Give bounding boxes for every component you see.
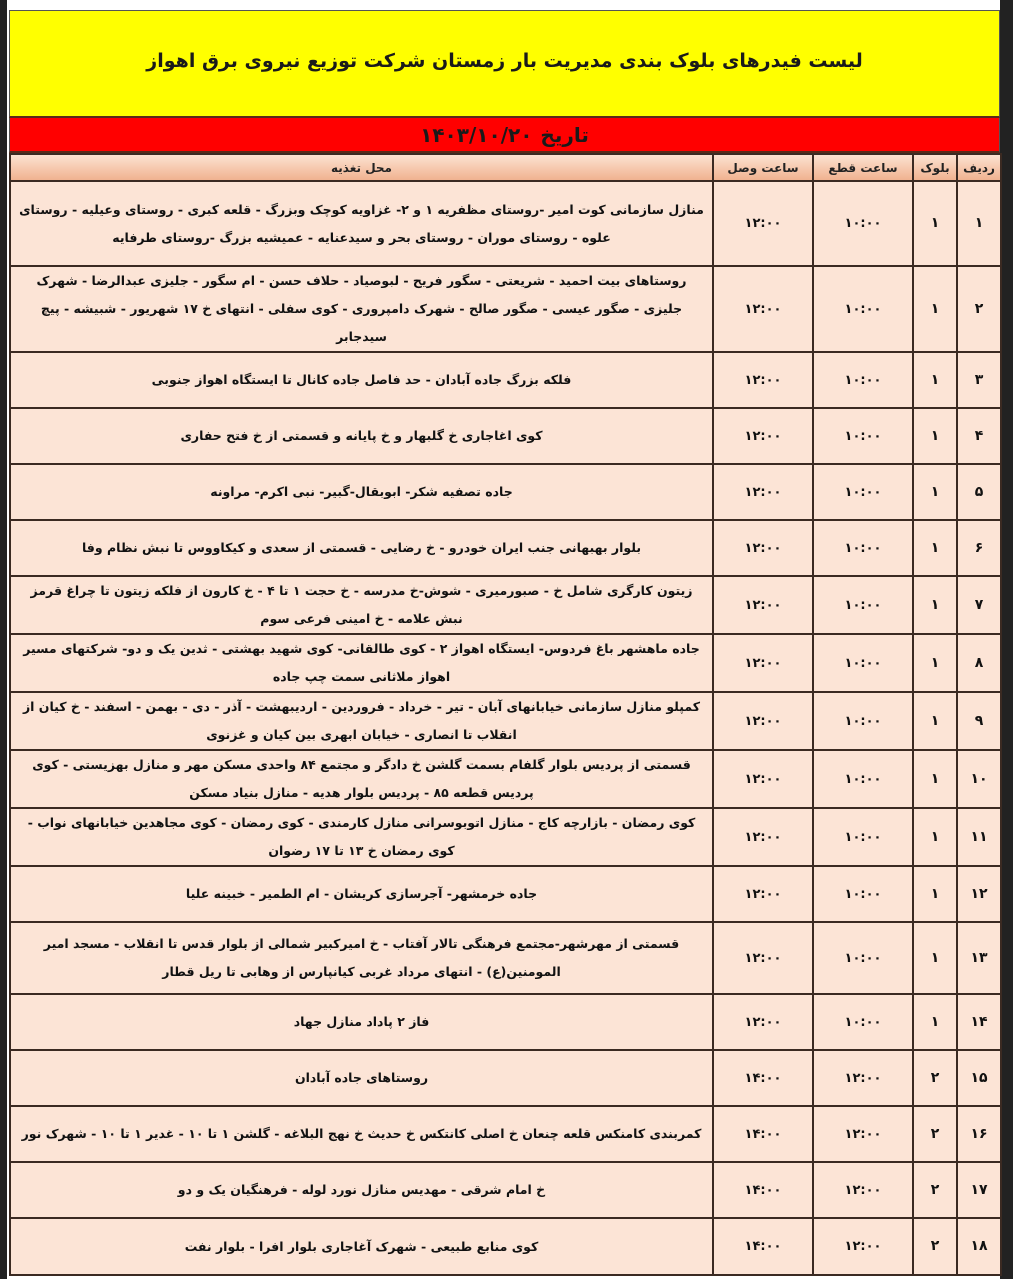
row-number-cell: ۱۷ <box>957 1162 1001 1218</box>
table-row <box>10 1162 1001 1218</box>
cut-time-cell: ۱۰:۰۰ <box>813 866 913 922</box>
left-screen-edge <box>0 0 7 1279</box>
connect-time-cell: ۱۴:۰۰ <box>713 1162 813 1218</box>
location-cell: فلکه بزرگ جاده آبادان - حد فاصل جاده کانال تا ایستگاه اهواز جنوبی <box>10 352 713 408</box>
table-row <box>10 266 1001 352</box>
table-row <box>10 808 1001 866</box>
header-row-number: ردیف <box>957 154 1001 181</box>
row-number-cell: ۱۴ <box>957 994 1001 1050</box>
block-cell: ۱ <box>913 692 957 750</box>
connect-time-cell: ۱۲:۰۰ <box>713 181 813 266</box>
table-row <box>10 634 1001 692</box>
header-location: محل تغذیه <box>10 154 713 181</box>
location-cell: قسمتی از مهرشهر-مجتمع فرهنگی تالار آفتاب - خ امیرکبیر شمالی از بلوار قدس تا انقلاب - مسجد امیر المومنین(ع) - انتهای مرداد غربی کیانپارس از وهابی تا ریل قطار <box>10 922 713 994</box>
connect-time-cell: ۱۲:۰۰ <box>713 692 813 750</box>
location-cell: منازل سازمانی کوت امیر -روستای مظفریه ۱ و ۲- غزاویه کوچک وبزرگ - قلعه کبری - روستای وعیلیه - روستای علوه - روستای موران - روستای بحر و سیدعنایه - عمیشیه بزرگ -روستای طرفایه <box>10 181 713 266</box>
table-row <box>10 1050 1001 1106</box>
row-number-cell: ۶ <box>957 520 1001 576</box>
location-cell: روستاهای بیت احمید - شریعتی - سگور فریح - لبوصیاد - حلاف حسن - ام سگور - جلیزی عبدالرضا - شهرک جلیزی - صگور عیسی - صگور صالح - شهرک دامپروری - کوی سفلی - انتهای خ ۱۷ شهریور - شبیشه - پیچ سیدجابر <box>10 266 713 352</box>
block-cell: ۲ <box>913 1162 957 1218</box>
connect-time-cell: ۱۲:۰۰ <box>713 994 813 1050</box>
block-cell: ۲ <box>913 1050 957 1106</box>
connect-time-cell: ۱۲:۰۰ <box>713 352 813 408</box>
row-number-cell: ۱۲ <box>957 866 1001 922</box>
table-row <box>10 1106 1001 1162</box>
feeder-table <box>9 153 1002 1276</box>
row-number-cell: ۱۶ <box>957 1106 1001 1162</box>
connect-time-cell: ۱۲:۰۰ <box>713 266 813 352</box>
date-banner <box>9 118 1000 153</box>
connect-time-cell: ۱۲:۰۰ <box>713 634 813 692</box>
table-header-row <box>10 154 1001 181</box>
row-number-cell: ۹ <box>957 692 1001 750</box>
connect-time-cell: ۱۲:۰۰ <box>713 520 813 576</box>
connect-time-cell: ۱۲:۰۰ <box>713 808 813 866</box>
location-cell: خ امام شرقی - مهدیس منازل نورد لوله - فرهنگیان یک و دو <box>10 1162 713 1218</box>
location-cell: کوی رمضان - بازارچه کاج - منازل اتوبوسرانی منازل کارمندی - کوی رمضان - کوی مجاهدین خیابانهای نواب - کوی رمضان خ ۱۳ تا ۱۷ رضوان <box>10 808 713 866</box>
table-row <box>10 408 1001 464</box>
block-cell: ۱ <box>913 634 957 692</box>
table-row <box>10 994 1001 1050</box>
cut-time-cell: ۱۲:۰۰ <box>813 1162 913 1218</box>
table-row <box>10 352 1001 408</box>
location-cell: جاده ماهشهر باغ فردوس- ایستگاه اهواز ۲ - کوی طالقانی- کوی شهید بهشتی - ثدین یک و دو- شرکتهای مسیر اهواز ملاثانی سمت چپ جاده <box>10 634 713 692</box>
cut-time-cell: ۱۰:۰۰ <box>813 408 913 464</box>
cut-time-cell: ۱۰:۰۰ <box>813 634 913 692</box>
row-number-cell: ۱۱ <box>957 808 1001 866</box>
connect-time-cell: ۱۲:۰۰ <box>713 464 813 520</box>
connect-time-cell: ۱۲:۰۰ <box>713 866 813 922</box>
block-cell: ۱ <box>913 520 957 576</box>
location-cell: روستاهای جاده آبادان <box>10 1050 713 1106</box>
row-number-cell: ۱ <box>957 181 1001 266</box>
row-number-cell: ۸ <box>957 634 1001 692</box>
header-cut-time: ساعت قطع <box>813 154 913 181</box>
block-cell: ۱ <box>913 994 957 1050</box>
block-cell: ۲ <box>913 1218 957 1275</box>
table-row <box>10 922 1001 994</box>
cut-time-cell: ۱۲:۰۰ <box>813 1106 913 1162</box>
table-row <box>10 1218 1001 1275</box>
row-number-cell: ۱۸ <box>957 1218 1001 1275</box>
cut-time-cell: ۱۰:۰۰ <box>813 464 913 520</box>
header-block: بلوک <box>913 154 957 181</box>
cut-time-cell: ۱۰:۰۰ <box>813 994 913 1050</box>
location-cell: کمپلو منازل سازمانی خیابانهای آبان - تیر - خرداد - فروردین - اردیبهشت - آذر - دی - بهمن - اسفند - خ کیان از انقلاب تا انصاری - خیابان ابهری بین کیان و غزنوی <box>10 692 713 750</box>
cut-time-cell: ۱۰:۰۰ <box>813 181 913 266</box>
cut-time-cell: ۱۰:۰۰ <box>813 520 913 576</box>
connect-time-cell: ۱۲:۰۰ <box>713 750 813 808</box>
location-cell: کوی منابع طبیعی - شهرک آغاجاری بلوار افرا - بلوار نفت <box>10 1218 713 1275</box>
connect-time-cell: ۱۴:۰۰ <box>713 1050 813 1106</box>
connect-time-cell: ۱۴:۰۰ <box>713 1106 813 1162</box>
date-label: تاریخ <box>540 122 589 147</box>
title-banner <box>9 10 1000 118</box>
row-number-cell: ۳ <box>957 352 1001 408</box>
location-cell: جاده خرمشهر- آجرسازی کریشان - ام الطمیر - خبینه علیا <box>10 866 713 922</box>
block-cell: ۱ <box>913 408 957 464</box>
location-cell: فاز ۲ پاداد منازل جهاد <box>10 994 713 1050</box>
page-title: لیست فیدرهای بلوک بندی مدیریت بار زمستان شرکت توزیع نیروی برق اهواز <box>146 49 863 72</box>
connect-time-cell: ۱۲:۰۰ <box>713 408 813 464</box>
block-cell: ۲ <box>913 1106 957 1162</box>
row-number-cell: ۲ <box>957 266 1001 352</box>
block-cell: ۱ <box>913 181 957 266</box>
block-cell: ۱ <box>913 866 957 922</box>
row-number-cell: ۱۰ <box>957 750 1001 808</box>
location-cell: کوی اغاجاری خ گلبهار و خ پایانه و قسمتی از خ فتح حفاری <box>10 408 713 464</box>
cut-time-cell: ۱۰:۰۰ <box>813 922 913 994</box>
block-cell: ۱ <box>913 808 957 866</box>
row-number-cell: ۴ <box>957 408 1001 464</box>
table-row <box>10 692 1001 750</box>
header-connect-time: ساعت وصل <box>713 154 813 181</box>
connect-time-cell: ۱۲:۰۰ <box>713 922 813 994</box>
block-cell: ۱ <box>913 464 957 520</box>
cut-time-cell: ۱۲:۰۰ <box>813 1050 913 1106</box>
table-row <box>10 750 1001 808</box>
location-cell: جاده تصفیه شکر- ابوبقال-گبیر- نبی اکرم- مراونه <box>10 464 713 520</box>
connect-time-cell: ۱۲:۰۰ <box>713 576 813 634</box>
location-cell: بلوار بهبهانی جنب ایران خودرو - خ رضایی - قسمتی از سعدی و کیکاووس تا نبش نظام وفا <box>10 520 713 576</box>
cut-time-cell: ۱۰:۰۰ <box>813 692 913 750</box>
connect-time-cell: ۱۴:۰۰ <box>713 1218 813 1275</box>
table-row <box>10 866 1001 922</box>
block-cell: ۱ <box>913 922 957 994</box>
row-number-cell: ۵ <box>957 464 1001 520</box>
date-value: ۱۴۰۳/۱۰/۲۰ <box>420 122 533 147</box>
cut-time-cell: ۱۰:۰۰ <box>813 750 913 808</box>
row-number-cell: ۷ <box>957 576 1001 634</box>
row-number-cell: ۱۳ <box>957 922 1001 994</box>
location-cell: قسمتی از پردیس بلوار گلفام بسمت گلشن خ دادگر و مجتمع ۸۴ واحدی مسکن مهر و منازل بهزیستی - کوی پردیس قطعه ۸۵ - پردیس بلوار هدیه - منازل بنیاد مسکن <box>10 750 713 808</box>
table-row <box>10 520 1001 576</box>
cut-time-cell: ۱۰:۰۰ <box>813 808 913 866</box>
cut-time-cell: ۱۰:۰۰ <box>813 266 913 352</box>
location-cell: کمربندی کامنکس قلعه چنعان خ اصلی کانتکس خ حدیث خ نهج البلاغه - گلشن ۱ تا ۱۰ - غدیر ۱ تا ۱۰ - شهرک نور <box>10 1106 713 1162</box>
block-cell: ۱ <box>913 266 957 352</box>
row-number-cell: ۱۵ <box>957 1050 1001 1106</box>
block-cell: ۱ <box>913 576 957 634</box>
location-cell: زیتون کارگری شامل خ - صبورمیری - شوش-خ مدرسه - خ حجت ۱ تا ۴ - خ کارون از فلکه زیتون تا چراغ قرمز نبش علامه - خ امینی فرعی سوم <box>10 576 713 634</box>
cut-time-cell: ۱۰:۰۰ <box>813 576 913 634</box>
table-row <box>10 464 1001 520</box>
cut-time-cell: ۱۲:۰۰ <box>813 1218 913 1275</box>
cut-time-cell: ۱۰:۰۰ <box>813 352 913 408</box>
block-cell: ۱ <box>913 352 957 408</box>
feeder-schedule-sheet <box>9 10 1000 1276</box>
table-row <box>10 576 1001 634</box>
block-cell: ۱ <box>913 750 957 808</box>
table-row <box>10 181 1001 266</box>
